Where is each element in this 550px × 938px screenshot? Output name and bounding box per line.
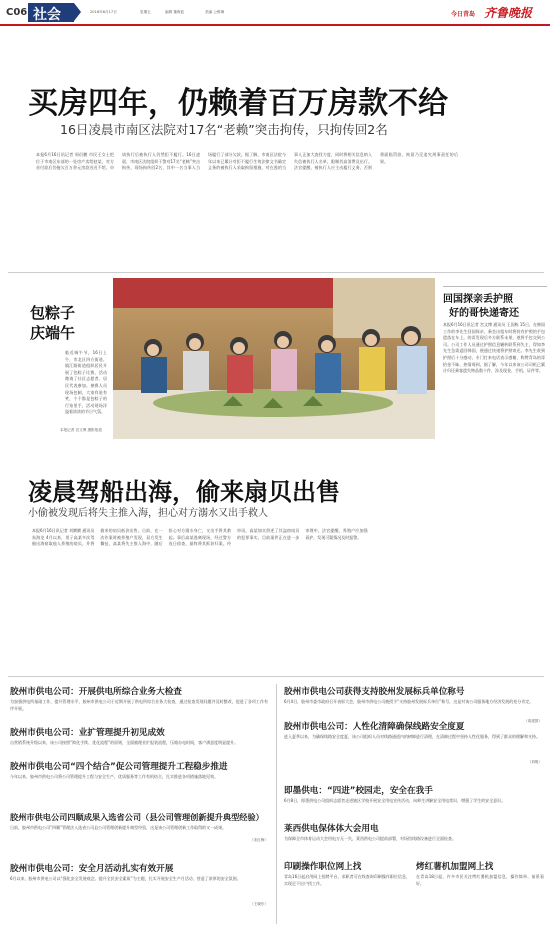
brief-title: 胶州市供电公司：开展供电所综合业务大检查 [10,687,182,697]
right-story-title-2: 好的哥快递寄还 [449,308,519,319]
brief-body: 6月以来，胶州市供电公司以“强化安全发展观念，提升全民安全素质”为主题，扎实开展安全生产月活动，营造了浓厚的安全氛围。 [10,876,241,881]
briefs-divider [276,684,277,924]
issue-date: 2016年6月17日 [90,10,117,14]
issue-weekday: 星期五 [140,10,151,14]
brief-left-3 [10,760,268,787]
section-arrow-icon [74,3,81,21]
brief-credit: （宋红梅） [250,838,268,842]
designer-credit: 美编 公维琳 [205,10,225,14]
brand-tagline: 今日青岛 [451,11,476,18]
brief-credit: （周建国） [524,719,542,723]
brief-credit: （刘明） [527,760,542,764]
boat-body-text: 本报6月16日讯记者 刘腾腾 通讯员 朱海龙 4月以来，男子高某多次驾船出海窃取他人养殖的扇贝，并将偷来的扇贝低价出售。日前，在一次作案时被养殖户发现，双方发生撕扯，高某将失主推入海中，随后担心对方溺水身亡，又出手将其救起。事后高某逃离现场，经过警方连日侦查，最终将其抓获归案。经审讯，高某如实供述了其盗窃扇贝的犯罪事实，目前案件正在进一步审理中。法官提醒，养殖户应加强看护，发现可疑情况及时报警。 [32,528,368,547]
brief-credit: （王晓东） [250,902,268,906]
brief-title: 胶州市供电公司：安全月活动扎实有效开展 [10,864,174,874]
brief-right-1 [284,685,542,724]
brief-title: 印刷操作职位网上找 [284,862,362,872]
brief-left-2 [10,726,268,753]
photo-story-title-1: 包粽子 [30,304,76,322]
brief-title: 胶州市供电公司“四个结合”促公司管理提升工程稳步推进 [10,762,228,772]
boat-headline: 凌晨驾船出海，偷来扇贝出售 [28,478,340,506]
brand-logo: 齐鲁晚报 [484,6,533,20]
brief-title: 莱西供电保体体大会用电 [284,824,379,834]
brief-left-5 [10,862,268,907]
lead-subhead: 16日凌晨市南区法院对17名“老赖”突击拘传，只拘传回2名 [60,122,388,137]
brief-right-3 [284,784,542,818]
right-story-title-1: 回国探亲丢护照 [443,294,513,305]
brief-body: 6月4日，胶州市委市政府召开表彰大会，胶州市供电公司被授予“支持胶州发展标兵单位”称号，这是对该公司服务地方经济发展的充分肯定。 [284,699,534,704]
lead-rule [8,272,544,273]
brief-title: 胶州市供电公司：业扩管理提升初见成效 [10,728,165,738]
brief-body: 日前，胶州市供电公司“四顺”管理法入选省公司县公司管理创新提升典型经验，这是该公司管理创新工作取得的又一成果。 [10,825,227,830]
brief-right-4 [284,822,542,850]
photo-story-title-2: 庆端午 [30,324,76,342]
photo-story-caption: 临近端午节，16日上午，市北区四方街道、镇江路街道组织居民开展了包粽子比赛，活动邀请了社区志愿者、居民代表参加。参赛人员现场包制，大家有说有笑，个个都是包粽子的行家里手，活动现场洋溢着浓浓的节日气氛。 [65,350,107,415]
masthead-rule [0,24,550,26]
brief-left-4 [10,812,268,843]
brief-body: 进入夏季以来，为确保线路安全度夏，该公司组织人员对线路通道内的树障进行清理，在清障过程中坚持人性化服务，得到了群众的理解和支持。 [284,734,540,739]
lead-headline: 买房四年，仍赖着百万房款不给 [28,86,448,121]
brief-right-6 [416,860,544,900]
brief-body: 6月8日，即墨供电公司组织志愿者走进辖区学校开展安全用电宣传活动，向师生讲解安全用电常识，增强了学生的安全意识。 [284,798,506,803]
brief-title: 即墨供电：“四进”校园走，安全在我手 [284,786,433,796]
brief-body: 为保障全市体育运动大会用电万无一失，莱西供电公司提前部署，对场馆线路设备进行全面检查。 [284,836,456,841]
lead-body-text: 本报6月16日讯记者 周衍鹏 市民王女士把位于市南区东部的一处房产卖给赵某，对方首付款后仍拖欠百万余元房款迟迟不给，申请执行后被执行人仍然拒不履行。16日凌晨，市南区法院组织干警对17名“老赖”突击拘传，现场拘传回2名，其中一名当事人当场履行了部分欠款。据了解，市南区法院今年以来已累计对拒不履行生效法律文书确定义务的被执行人采取拘留措施，对在逃的当事人正加大查找力度，同时将相关信息纳入失信被执行人名单，限制其高消费及出行。法官提醒，被执行人应主动履行义务，否则将面临罚款、拘留乃至追究刑事责任的后果。 [36,152,458,171]
right-story-rule [443,286,547,287]
brief-title: 胶州市供电公司：人性化清障确保线路安全度夏 [284,722,465,732]
brief-body: 在青岛18日起，许多市民关注烤红薯机加盟信息，操作简单、前景看好。 [416,874,544,886]
brief-body: 今年以来，胶州市供电公司将公司管理提升工程与安全生产、优质服务等工作有机结合，扎实推进各项措施落地见效。 [10,774,218,779]
boat-subhead: 小偷被发现后将失主推入海，担心对方溺水又出手救人 [28,508,268,519]
brief-body: 自营销系统升级以来，该公司按照“简化手续、优化流程”的原则，全面梳理业扩报装流程，压缩办电时间，客户满意度明显提升。 [10,740,239,745]
brief-body: 为加强供电所基础工作，提升管理水平，胶州市供电公司于近期开展了供电所综合业务大检查，通过检查发现问题并及时整改，促进了各项工作有序开展。 [10,699,268,711]
brief-right-2 [284,720,542,765]
brief-left-1 [10,685,268,713]
brief-right-5 [284,860,410,900]
masthead [0,0,550,24]
editor-credit: 编辑 董海蓝 [165,10,185,14]
boat-rule [8,676,544,677]
boat-body [32,528,436,664]
photo-illustration [113,278,435,439]
dragon-boat-photo [113,278,435,439]
section-title: 社会 [33,7,61,23]
brief-body: 青岛16日起启用网上招聘平台，求职者可在线查询印刷操作职位信息，实现足不出户找工作。 [284,874,410,886]
right-story-body: 本报6月16日讯记者 宫文博 通讯员 王国栋 15日，在韩国工作的李先生回国探亲，乘坐出租车时将装有护照的手包遗落在车上。的哥发现后多方联系未果，遂将手包交到公司。公司工作人员通过护照信息辗转联系到失主，得知李先生急需返回韩国，便通过快递将护照寄还。李先生收到护照后十分感动，专门打来电话表示感谢，称赞青岛的哥拾金不昧、热情周到。据了解，今年以来该公司司机已累计归还乘客遗失物品数十件，涉及现金、手机、证件等。 [443,322,545,374]
brief-title: 烤红薯机加盟网上找 [416,862,494,872]
page-number: C06 [6,7,28,18]
lead-body [36,152,544,267]
brief-title: 胶州市供电公司获得支持胶州发展标兵单位称号 [284,687,465,697]
brief-title: 胶州市供电公司四顺成果入选省公司（县公司管理创新提升典型经验） [10,812,264,822]
photo-story-credit: 本报记者 宫文博 摄影报道 [60,428,102,432]
